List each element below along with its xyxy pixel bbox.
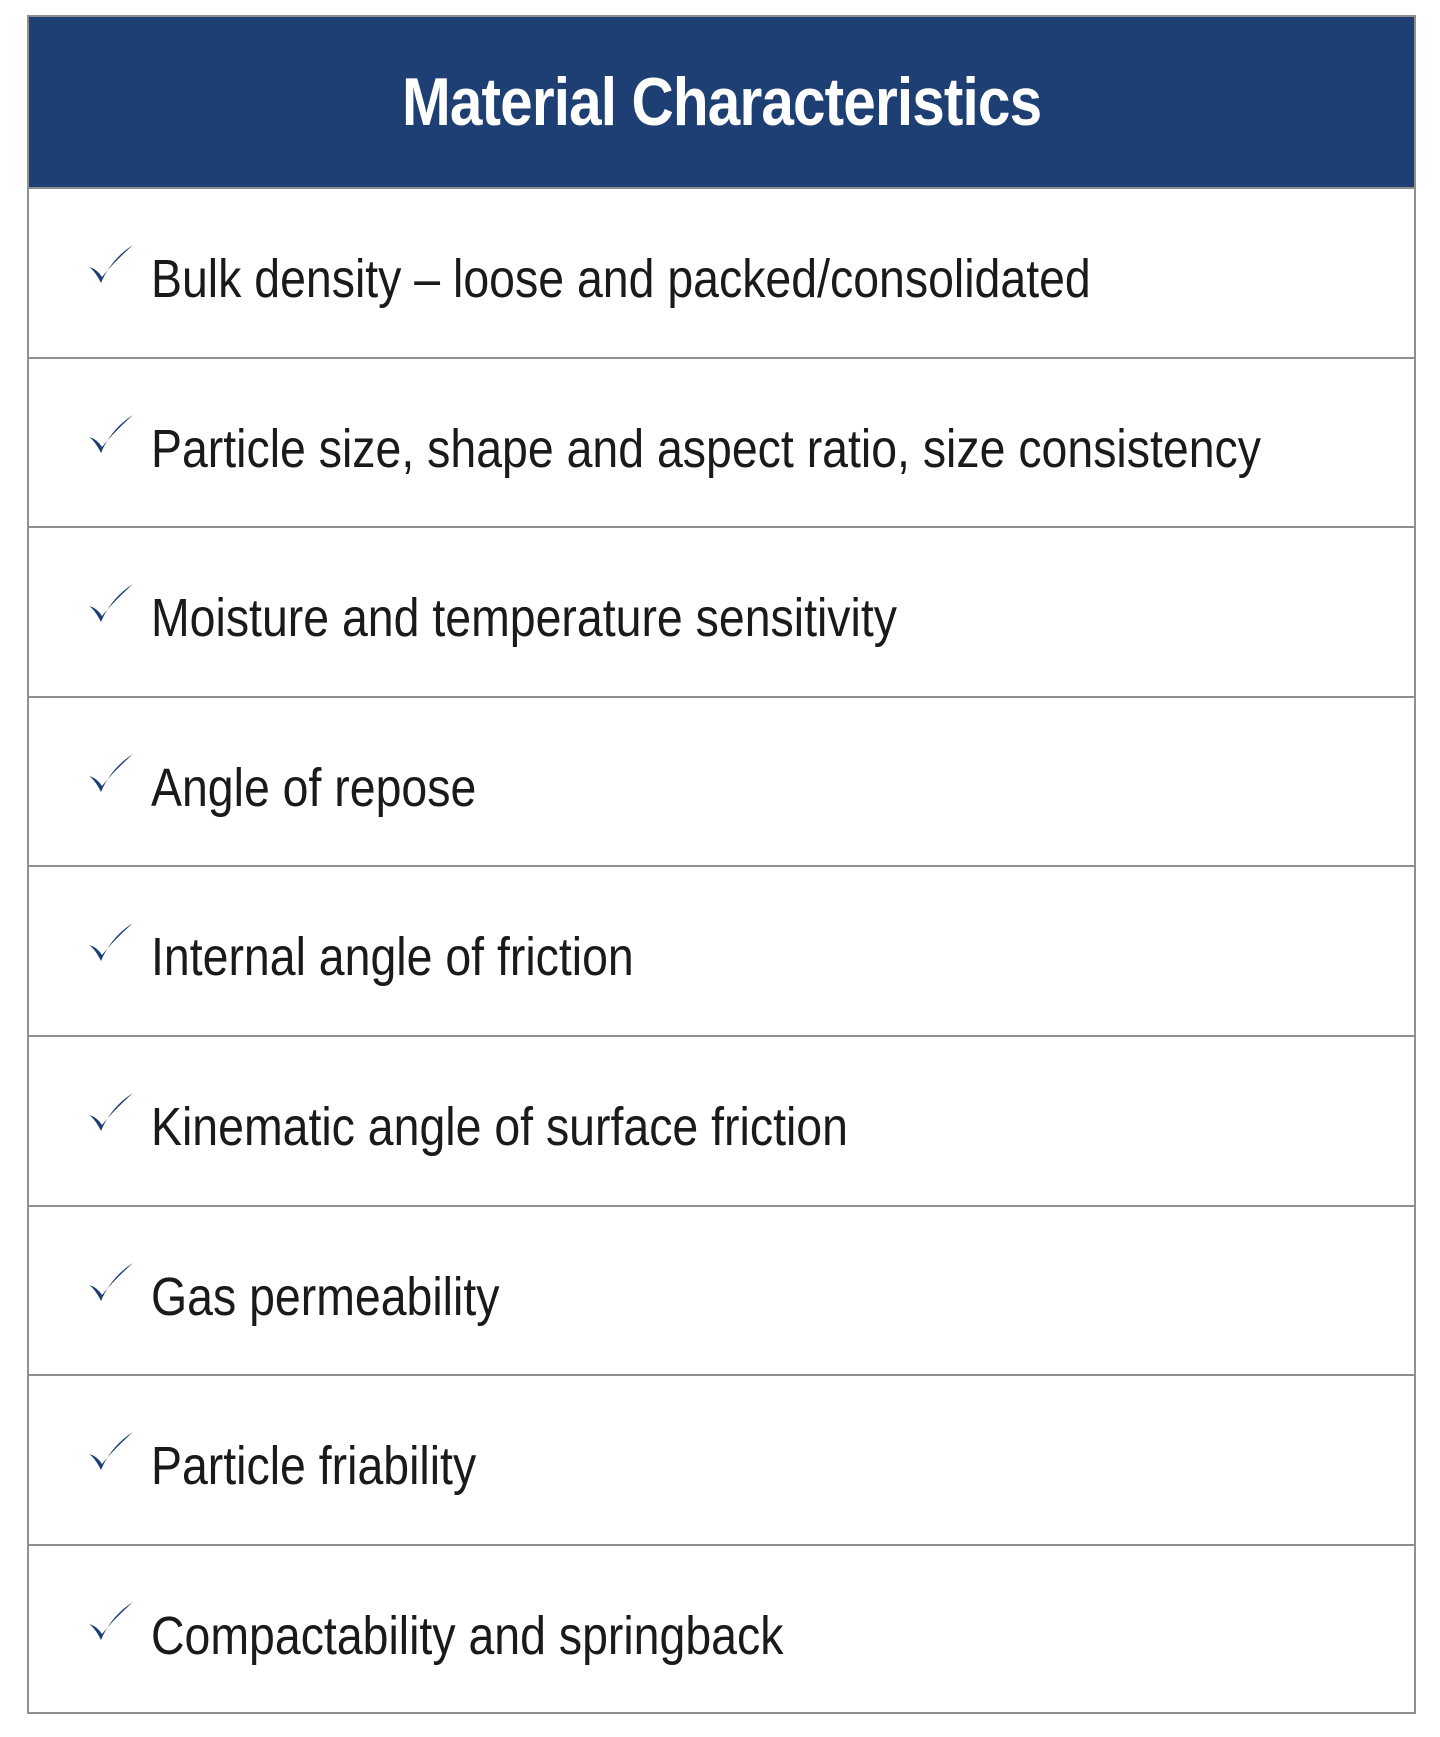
list-item [29, 528, 1414, 698]
list-item [29, 189, 1414, 359]
list-item-label: Kinematic angle of surface friction [151, 1096, 848, 1157]
list-item [29, 698, 1414, 868]
list-item-label: Angle of repose [151, 757, 477, 818]
checkmark-icon [85, 1259, 137, 1311]
table-title: Material Characteristics [401, 64, 1042, 140]
characteristics-list [29, 189, 1414, 1715]
list-item [29, 1207, 1414, 1377]
list-item [29, 867, 1414, 1037]
checkmark-icon [85, 241, 137, 293]
checkmark-icon [85, 580, 137, 632]
list-item-label: Particle friability [151, 1436, 477, 1497]
checkmark-icon [85, 411, 137, 463]
list-item-label: Particle size, shape and aspect ratio, size consistency [151, 418, 1261, 479]
list-item-label: Internal angle of friction [151, 927, 634, 988]
checkmark-icon [85, 750, 137, 802]
list-item-label: Gas permeability [151, 1266, 500, 1327]
list-item-label: Compactability and springback [151, 1605, 784, 1666]
list-item [29, 1376, 1414, 1546]
table-header [29, 17, 1414, 189]
list-item [29, 1546, 1414, 1716]
list-item-label: Bulk density – loose and packed/consolidated [151, 249, 1091, 309]
checkmark-icon [85, 919, 137, 971]
list-item [29, 359, 1414, 529]
list-item [29, 1037, 1414, 1207]
list-item-label: Moisture and temperature sensitivity [151, 588, 897, 649]
checkmark-icon [85, 1428, 137, 1480]
checkmark-icon [85, 1089, 137, 1141]
characteristics-table [27, 15, 1416, 1714]
checkmark-icon [85, 1598, 137, 1650]
